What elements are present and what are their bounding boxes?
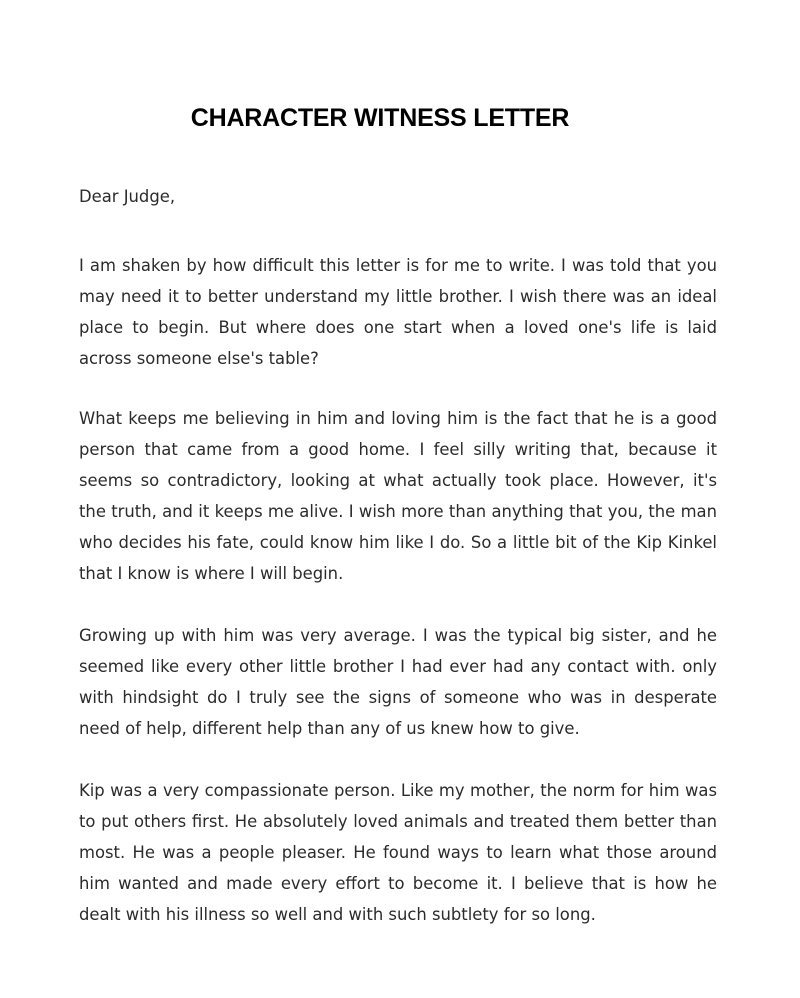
letter-paragraph-1: I am shaken by how difficult this letter is for me to write. I was told that you may need it to better understand my little brother. I wish there was an ideal place to begin. But where does one start when a loved one's life is laid across someone else's table? <box>79 256 717 368</box>
letter-paragraph-4: Kip was a very compassionate person. Like my mother, the norm for him was to put others first. He absolutely loved animals and treated them better than most. He was a people pleaser. He found ways to learn what those around him wanted and made every effort to become it. I believe that is how he dealt with his illness so well and with such subtlety for so long. <box>79 781 717 924</box>
letter-title: CHARACTER WITNESS LETTER <box>190 104 570 132</box>
letter-paragraph-3: Growing up with him was very average. I was the typical big sister, and he seemed like every other little brother I had ever had any contact with. only with hindsight do I truly see the signs of someone who was in desperate need of help, different help than any of us knew how to give. <box>79 626 717 738</box>
letter-paragraph-2: What keeps me believing in him and loving him is the fact that he is a good person that came from a good home. I feel silly writing that, because it seems so contradictory, looking at what actually took place. However, it's the truth, and it keeps me alive. I wish more than anything that you, the man who decides his fate, could know him like I do. So a little bit of the Kip Kinkel that I know is where I will begin. <box>79 409 717 583</box>
letter-salutation: Dear Judge, <box>79 187 176 206</box>
